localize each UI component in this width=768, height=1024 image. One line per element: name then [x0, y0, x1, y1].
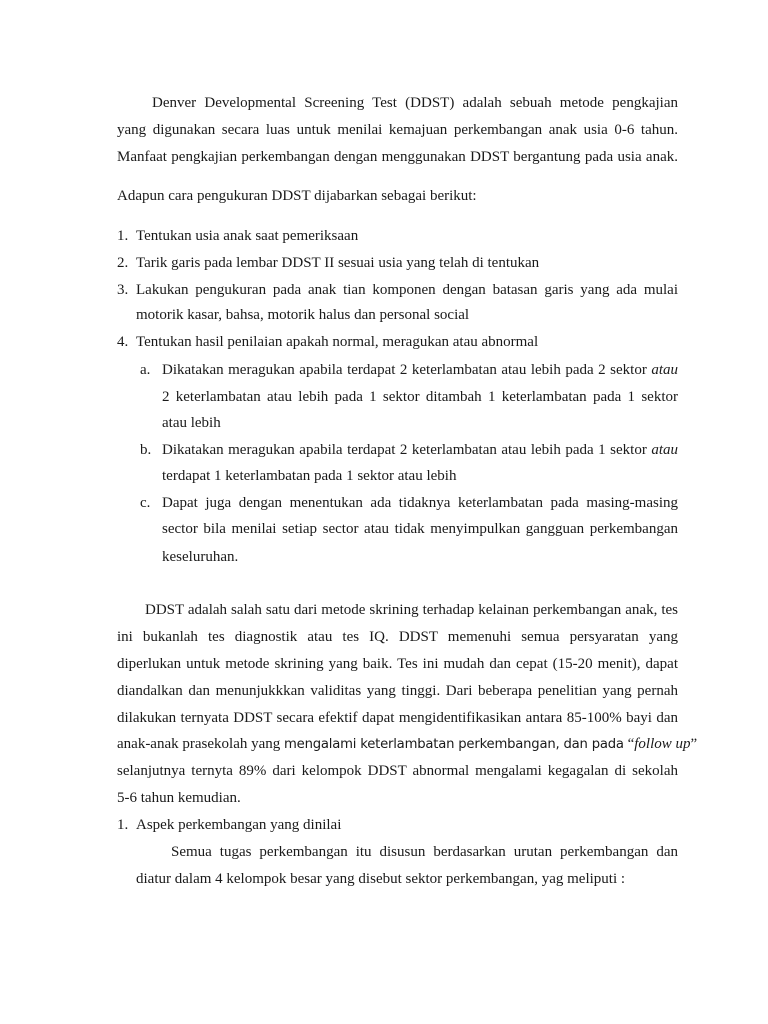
close-quote: ” — [690, 736, 698, 752]
substep-a-letter: a. — [140, 362, 151, 378]
paragraph-2-line-4: diandalkan dan menunjukkkan validitas yang tinggi. Dari beberapa penelitian yang pernah — [117, 683, 678, 699]
paragraph-2-line-5: dilakukan ternyata DDST secara efektif dapat mengidentifikasikan antara 85-100% bayi dan — [117, 710, 678, 726]
substep-c-letter: c. — [140, 495, 151, 511]
open-quote: “ — [627, 736, 635, 752]
paragraph-2-line-8: 5-6 tahun kemudian. — [117, 790, 241, 806]
substep-a-line-3: atau lebih — [162, 415, 221, 431]
step-1-text: Tentukan usia anak saat pemeriksaan — [136, 228, 359, 244]
intro-line: Adapun cara pengukuran DDST dijabarkan sebagai berikut: — [117, 188, 477, 204]
section-1-number: 1. — [117, 817, 129, 833]
paragraph-2-line-3: diperlukan untuk metode skrining yang baik. Tes ini mudah dan cepat (15-20 menit), dapat — [117, 656, 678, 672]
section-1-title: Aspek perkembangan yang dinilai — [136, 817, 342, 833]
paragraph-2-line-1: DDST adalah salah satu dari metode skrining terhadap kelainan perkembangan anak, tes — [145, 602, 678, 618]
substep-b-line-2: terdapat 1 keterlambatan pada 1 sektor atau lebih — [162, 468, 457, 484]
step-4-text: Tentukan hasil penilaian apakah normal, meragukan atau abnormal — [136, 334, 539, 350]
step-1-number: 1. — [117, 228, 129, 244]
substep-a-emphasis: atau — [651, 362, 679, 378]
paragraph-2-line-6-middle: mengalami keterlambatan perkembangan, dan pada — [284, 737, 624, 752]
section-1-line-1: Semua tugas perkembangan itu disusun berdasarkan urutan perkembangan dan — [171, 844, 678, 860]
paragraph-1-line-2: yang digunakan secara luas untuk menilai kemajuan perkembangan anak usia 0-6 tahun. — [117, 122, 678, 138]
step-3-line-1: Lakukan pengukuran pada anak tian komponen dengan batasan garis yang ada mulai — [136, 282, 678, 298]
substep-c-line-1: Dapat juga dengan menentukan ada tidaknya keterlambatan pada masing-masing — [162, 495, 678, 511]
substep-a-line-2: 2 keterlambatan atau lebih pada 1 sektor ditambah 1 keterlambatan pada 1 sektor — [162, 389, 678, 405]
substep-c-line-3: keseluruhan. — [162, 549, 239, 565]
substep-b-line-1-text: Dikatakan meragukan apabila terdapat 2 keterlambatan atau lebih pada 1 sektor — [162, 442, 647, 458]
substep-b-emphasis: atau — [651, 442, 679, 458]
step-2-text: Tarik garis pada lembar DDST II sesuai usia yang telah di tentukan — [136, 255, 540, 271]
paragraph-1-line-1: Denver Developmental Screening Test (DDST) adalah sebuah metode pengkajian — [152, 95, 678, 111]
section-1-line-2: diatur dalam 4 kelompok besar yang disebut sektor perkembangan, yag meliputi : — [136, 871, 626, 887]
paragraph-2-line-2: ini bukanlah tes diagnostik atau tes IQ. DDST memenuhi semua persyaratan yang — [117, 629, 678, 645]
step-3-number: 3. — [117, 282, 129, 298]
substep-a-line-1-text: Dikatakan meragukan apabila terdapat 2 keterlambatan atau lebih pada 2 sektor — [162, 362, 647, 378]
paragraph-2-line-6-start: anak-anak prasekolah yang — [117, 736, 281, 752]
substep-a-line-1 — [162, 361, 678, 379]
step-4-number: 4. — [117, 334, 129, 350]
follow-up-emphasis: follow up — [634, 736, 691, 752]
substep-b-letter: b. — [140, 442, 152, 458]
step-2-number: 2. — [117, 255, 129, 271]
paragraph-2-line-7: selanjutnya ternyta 89% dari kelompok DDST abnormal mengalami kegagalan di sekolah — [117, 763, 678, 779]
paragraph-1-line-3: Manfaat pengkajian perkembangan dengan menggunakan DDST bergantung pada usia anak. — [117, 149, 678, 165]
paragraph-2-line-6 — [117, 735, 698, 754]
substep-c-line-2: sector bila menilai setiap sector atau tidak menyimpulkan gangguan perkembangan — [162, 521, 678, 537]
step-3-line-2: motorik kasar, bahsa, motorik halus dan personal social — [136, 307, 470, 323]
substep-b-line-1 — [162, 441, 678, 459]
